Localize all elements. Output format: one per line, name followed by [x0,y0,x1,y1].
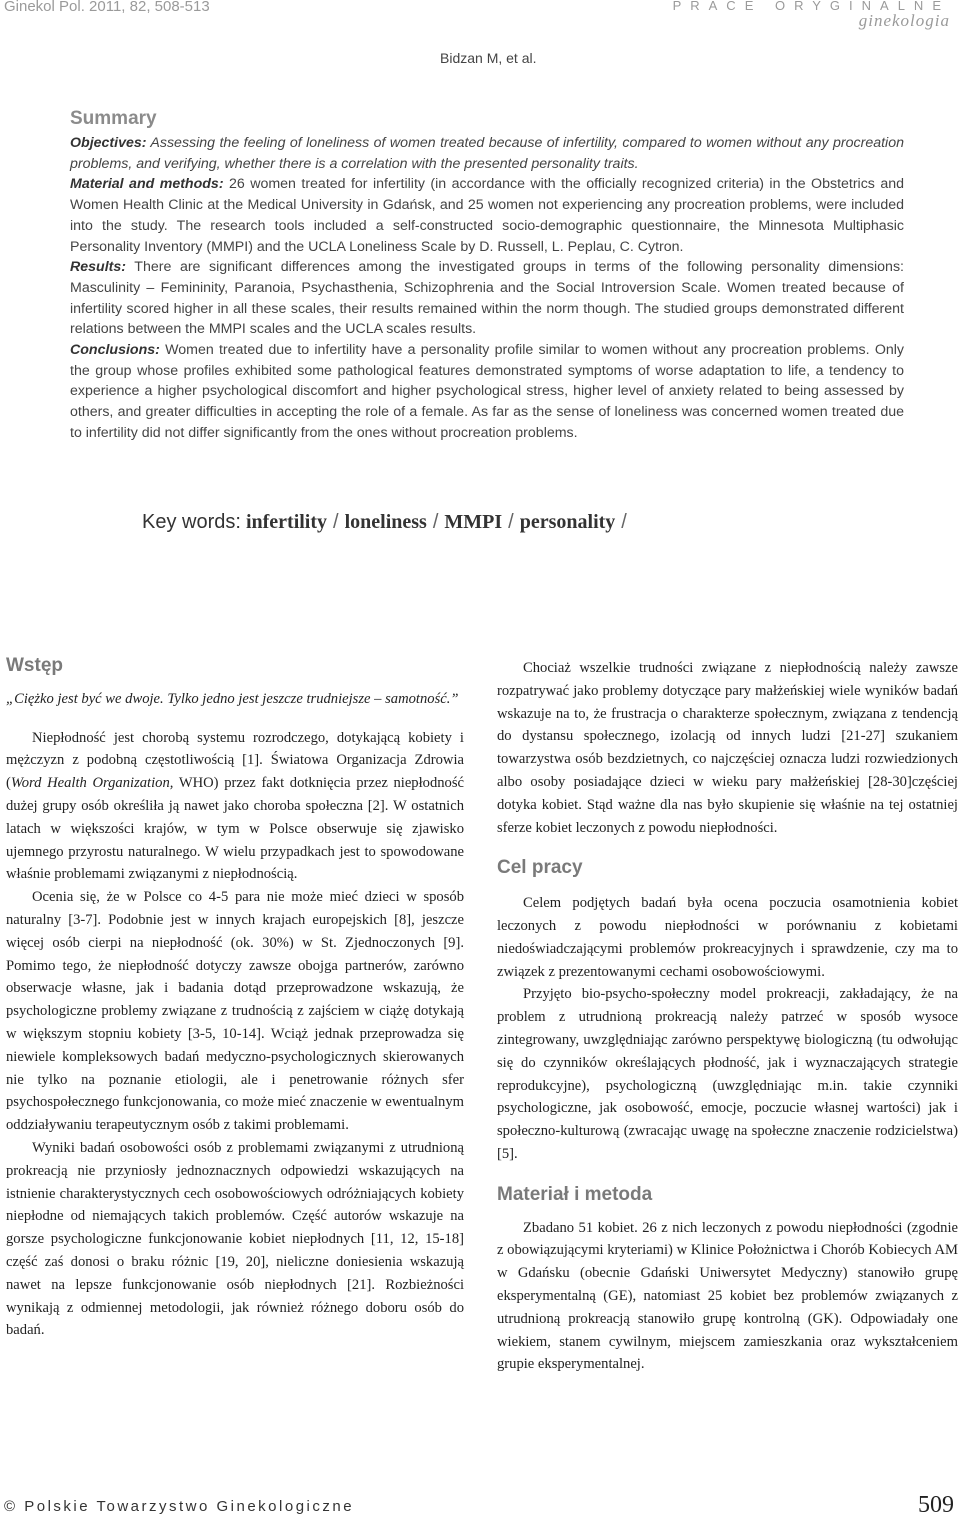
paragraph [6,727,464,887]
publisher: © Polskie Towarzystwo Ginekologiczne [4,1498,355,1515]
right-column [497,657,958,1376]
keyword: infertility [245,511,328,533]
paragraph: Wyniki badań osobowości osób z problemami związanymi z utrudnioną prokreacją nie przyniosły jednoznacznych odpowiedzi wskazujących na istnienie charakterystycznych cech osobowościowych odróżniających kobiety niepłodne od niemających takich problemów. Część autorów wskazuje na gorsze psychologiczne funkcjonowanie kobiet niepłodnych [11, 12, 15-18] część zaś donosi o braku różnic [19, 20], nieliczne doniesienia wskazują nawet na lepsze funkcjonowanie osób niepłodnych [21]. Rozbieżności wynikają z odmiennej metodologii, jak również różnego doboru osób do badań. [6,1139,464,1339]
paragraph: Chociaż wszelkie trudności związane z niepłodnością należy zawsze rozpatrywać jako problemy dotyczące pary małżeńskiej wiele wyników badań wskazuje na to, że frustracja o charakterze społecznym, związana z tendencją do dystansu społecznego, izolacją od innych ludzi [21-27] szukaniem towarzystwa osób bezdzietnych, co najczęściej oznacza ludzi rozwiedzionych albo osoby posiadające dzieci w wieku pary małżeńskiej [28-30]częściej dotyka kobiet. Stąd ważne dla nas było skupienie się właśnie na tej ostatniej sferze kobiet leczonych z powodu niepłodności. [497,660,958,836]
section-heading-introduction: Wstęp [6,655,63,676]
left-column [6,655,464,1342]
section-type: PRACE ORYGINALNE [672,0,950,13]
abstract-conclusions [70,340,904,444]
paragraph-text: WHO) przez fakt dotknięcia przez niepłodność dużej grupy osób określiła ją nawet jako choroba społeczna [2]. W ostatnich latach w większości krajów, w tym w Polsce obserwuje się zjawisko ujemnego przyrostu naturalnego. W wielu przypadkach jest to spowodowane właśnie problemami związanymi z niepłodnością. [6,775,465,883]
results-text: There are significant differences among the investigated groups in terms of the following personality dimensions: Masculinity – Femininity, Paranoia, Psychasthenia, Schizophrenia and the Social Introversion Scale. Women treated because of infertility scored higher in all these scales, their results remained within the norm though. The studied groups demonstrated different relations between the MMPI scales and the UCLA scales results. [70,259,904,338]
journal-citation: Ginekol Pol. 2011, 82, 508-513 [4,0,210,15]
paragraph: Ocenia się, że w Polsce co 4-5 para nie może mieć dzieci w sposób naturalny [3-7]. Podobnie jest w innych krajach europejskich [8], jeszcze więcej osób cierpi na niepłodność (ok. 30%) w St. Zjednoczonych [9]. Pomimo tego, że niepłodność dotyczy zawsze obojga partnerów, zarówno obserwacje własne, jak i badania dotąd przeprowadzone wskazują, że psychologiczne problemy związane z trudnością z zajściem w ciążę dotykają w większym stopniu kobiety [3-5, 10-14]. Wciąż jednak przeprowadza się niewiele kompleksowych badań medyczno-psychologicznych skierowanych nie tylko na poznanie etiologii, ale i penetrowanie różnych sfer psychospołecznego funkcjonowania, co może mieć znaczenie w ewentualnym oddziaływaniu terapeutycznym osób z takimi problemami. [6,889,464,1134]
keywords-label: Key words: [142,511,241,533]
section-label [673,0,950,31]
section-heading-aim: Cel pracy [497,857,583,879]
methods-text: 26 women treated for infertility (in accordance with the officially recognized criteria) in the Obstetrics and Women Health Clinic at the Medical University in Gdańsk, and 25 women not experiencing any procreation problems, were included into the study. The research tools included a self-constructed socio-demographic questionnaire, the Minnesota Multiphasic Personality Inventory (MMPI) and the UCLA Loneliness Scale by D. Russell, L. Peplau, C. Cytron. [70,176,905,255]
section-discipline: ginekologia [858,11,950,30]
abstract-methods [70,174,904,257]
page-footer [4,1492,954,1518]
running-authors: Bidzan M, et al. [440,50,537,66]
keyword: MMPI [444,511,503,533]
keyword: personality [519,511,616,533]
keyword-separator: / [432,511,439,533]
page-number: 509 [918,1492,954,1518]
section-heading-methods: Materiał i metoda [497,1183,653,1205]
epigraph-quote: „Ciężko jest być we dwoje. Tylko jedno jest jeszcze trudniejsze – samotność.” [6,690,459,707]
abstract-title: Summary [70,108,157,129]
objectives-label: Objectives: [70,135,147,151]
paragraph: Przyjęto bio-psycho-społeczny model prokreacji, zakładający, że na problem z utrudnioną prokreacją należy patrzeć w sposób wysoce zintegrowany, uwzględniając zarówno perspektywę biologiczną (tu odwołując się do czynników określających płodność, jak i wyznaczających strategie reprodukcyjne), psychologiczną (uwzględniając m.in. takie czynniki psychologiczne, jak osobowość, emocje, poczucie własnej wartości) jak i społeczno-kulturową (zwracając uwagę na społeczne znaczenie rodzicielstwa) [5]. [497,986,958,1162]
abstract [70,108,904,444]
paragraph-text-italic: Word Health Organization, [10,775,174,792]
paragraph: Zbadano 51 kobiet. 26 z nich leczonych z powodu niepłodności (zgodnie z obowiązującymi kryteriami) w Klinice Położnictwa i Chorób Kobiecych AM w Gdańsku (obecnie Gdański Uniwersytet Medyczny) stanowiło grupę eksperymentalną (GE), natomiast 25 kobiet bez problemów związanych z utrudnioną prokreacją stanowiło grupę kontrolną (GK). Odpowiadały one wiekiem, stanem cywilnym, miejscem zamieszkania oraz wykształceniem grupie eksperymentalnej. [497,1219,958,1373]
conclusions-label: Conclusions: [70,342,160,359]
keywords [142,511,633,534]
objectives-text: Assessing the feeling of loneliness of women treated because of infertility, compared to women without any procreation problems, and verifying, whether there is a correlation with the presented personality traits. [70,135,904,172]
keyword: loneliness [344,511,427,533]
paragraph: Celem podjętych badań była ocena poczucia osamotnienia kobiet leczonych z powodu niepłodności w porównaniu z kobietami niedoświadczającymi problemów prokreacyjnych i sprawdzenie, czy ma to związek z prezentowanymi cechami osobowościowymi. [497,895,958,980]
methods-label: Material and methods: [70,176,224,193]
conclusions-text: Women treated due to infertility have a personality profile similar to women without any procreation problems. Only the group whose profiles exhibited some pathological features demonstrated symptoms of worse adaptation to life, a tendency to experience a higher psychological discomfort and higher psychological stress, higher level of anxiety related to being assessed by others, and greater difficulties in accepting the role of a female. As far as the sense of loneliness was concerned women treated due to infertility did not differ significantly from the ones without procreation problems. [70,342,904,441]
keyword-separator: / [508,511,514,533]
abstract-results [70,257,904,340]
abstract-objectives [70,133,904,174]
paragraph-text: Niepłodność jest chorobą systemu rozrodczego, dotykającą kobiety i mężczyzn z podobną częstotliwością [1]. Światowa Organizacja Zdrowia ( [6,729,464,792]
keyword-separator: / [333,511,339,533]
results-label: Results: [70,259,126,276]
keyword-separator: / [621,511,627,533]
